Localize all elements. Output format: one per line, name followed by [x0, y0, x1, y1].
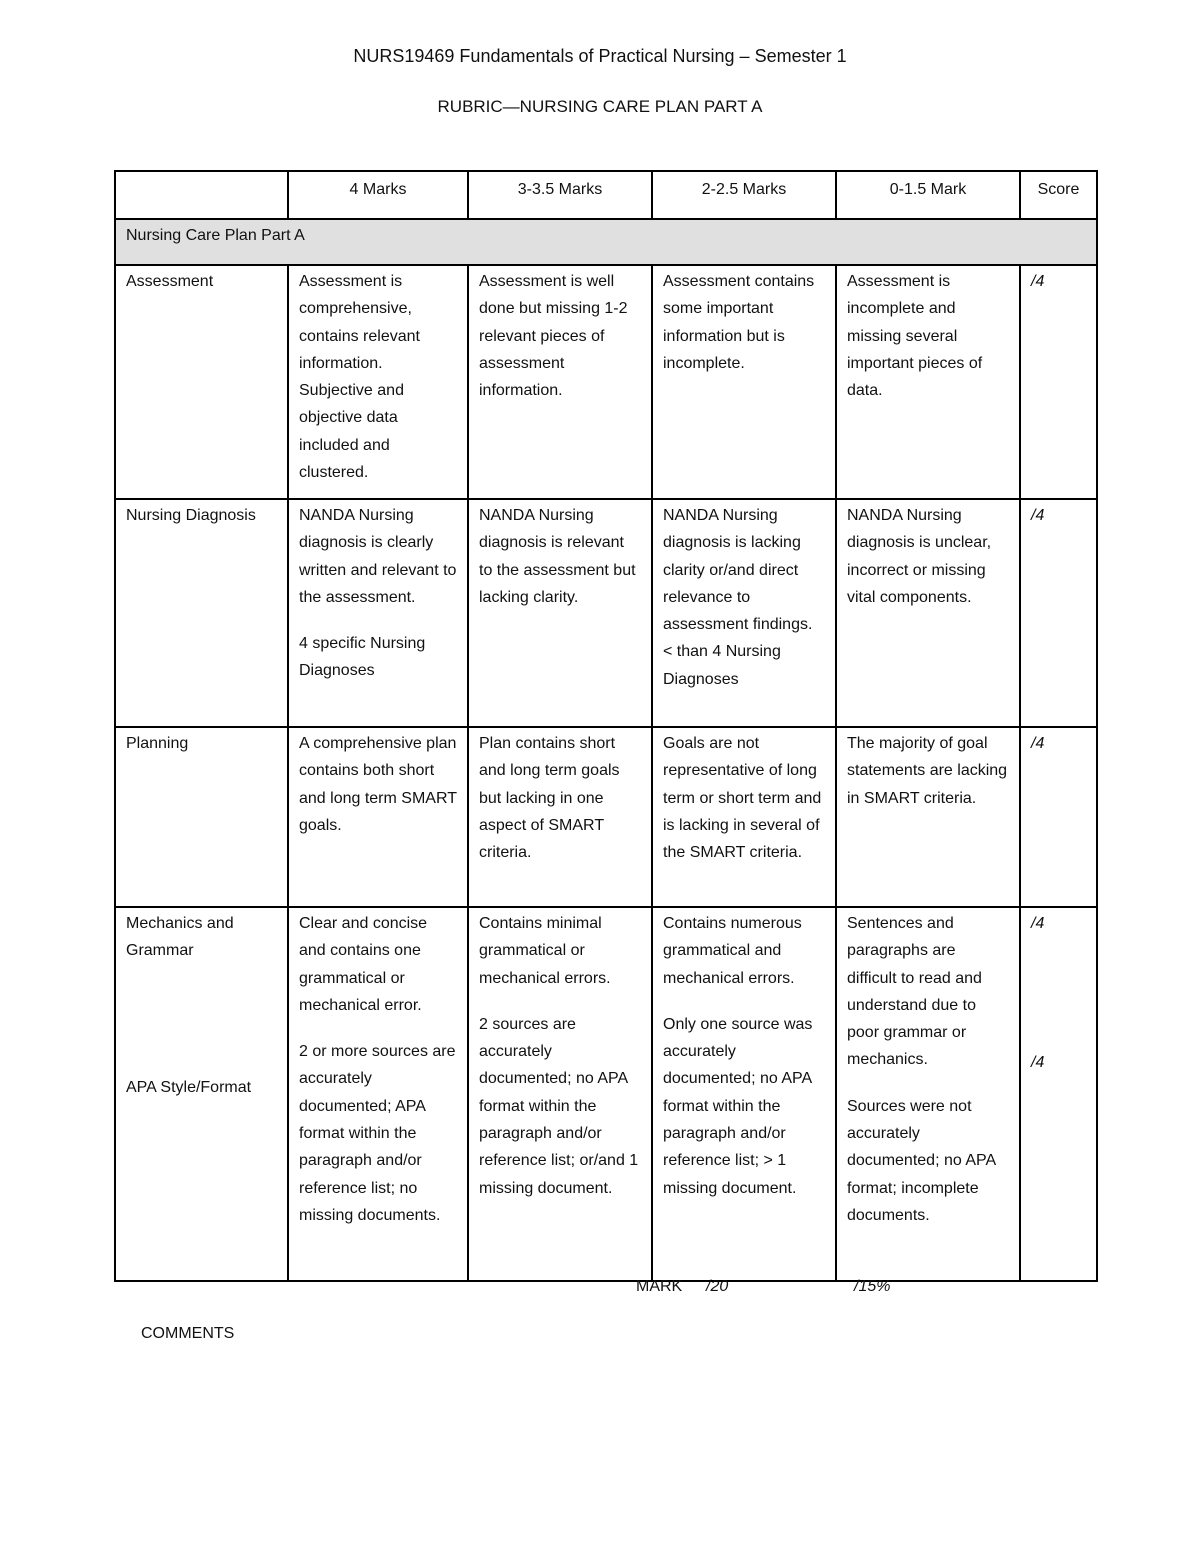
score-mark: /4 — [1031, 1054, 1045, 1072]
score-cell — [1020, 727, 1097, 907]
descriptor-cell — [288, 727, 468, 907]
score-mark: /4 — [1031, 735, 1045, 752]
descriptor-text: Assessment contains some important information but is incomplete. — [663, 273, 815, 372]
descriptor-text: 2 sources are accurately documented; no APA format within the paragraph and/or reference list; or/and 1 missing document. — [479, 1015, 639, 1197]
score-cell — [1020, 265, 1097, 499]
descriptor-text: NANDA Nursing diagnosis is unclear, incorrect or missing vital components. — [847, 507, 992, 606]
rubric-table — [114, 170, 1098, 1282]
descriptor-text: Assessment is well done but missing 1-2 relevant pieces of assessment information. — [479, 273, 628, 400]
descriptor-text: Goals are not representative of long term or short term and is lacking in several of the SMART criteria. — [663, 735, 822, 862]
descriptor-text: Clear and concise and contains one grammatical or mechanical error. — [299, 915, 428, 1014]
criterion-apa: APA Style/Format — [126, 1078, 252, 1096]
descriptor-text: Contains minimal grammatical or mechanical errors. — [479, 915, 611, 987]
mark-label: MARK — [636, 1278, 683, 1295]
section-row — [115, 219, 1097, 265]
table-row — [115, 907, 1097, 1281]
descriptor-text: Sentences and paragraphs are difficult to read and understand due to poor grammar or mechanics. — [847, 915, 982, 1069]
descriptor-text: NANDA Nursing diagnosis is clearly written and relevant to the assessment. — [299, 507, 457, 606]
score-mark: /4 — [1031, 273, 1045, 290]
descriptor-text: NANDA Nursing diagnosis is lacking clarity or/and direct relevance to assessment findings. < than 4 Nursing Diagnoses — [663, 507, 813, 688]
descriptor-text: Assessment is incomplete and missing several important pieces of data. — [847, 273, 983, 400]
header-row — [115, 171, 1097, 219]
score-cell — [1020, 499, 1097, 727]
descriptor-cell — [652, 499, 836, 727]
section-label: Nursing Care Plan Part A — [115, 219, 1097, 265]
descriptor-text: Assessment is comprehensive, contains relevant information. Subjective and objective data included and clustered. — [299, 273, 420, 482]
descriptor-cell — [652, 907, 836, 1281]
header-cell-3-marks: 3-3.5 Marks — [468, 171, 652, 219]
header-cell-blank — [115, 171, 288, 219]
descriptor-cell — [468, 265, 652, 499]
page-title: NURS19469 Fundamentals of Practical Nursing – Semester 1 — [353, 46, 847, 66]
descriptor-cell — [652, 727, 836, 907]
descriptor-cell — [652, 265, 836, 499]
descriptor-cell — [288, 265, 468, 499]
descriptor-text: The majority of goal statements are lacking in SMART criteria. — [847, 735, 1008, 807]
rubric-subtitle: RUBRIC—NURSING CARE PLAN PART A — [437, 97, 763, 116]
descriptor-text: 4 specific Nursing Diagnoses — [299, 635, 426, 680]
criterion-cell: Nursing Diagnosis — [115, 499, 288, 727]
header-cell-2-marks: 2-2.5 Marks — [652, 171, 836, 219]
criterion-cell: Assessment — [115, 265, 288, 499]
criterion-cell — [115, 907, 288, 1281]
descriptor-cell — [836, 499, 1020, 727]
score-cell — [1020, 907, 1097, 1281]
descriptor-text: 2 or more sources are accurately documented; APA format within the paragraph and/or reference list; no missing documents. — [299, 1043, 456, 1224]
table-row — [115, 499, 1097, 727]
criterion-cell: Planning — [115, 727, 288, 907]
descriptor-cell — [836, 907, 1020, 1281]
descriptor-cell — [288, 907, 468, 1281]
score-mark: /4 — [1031, 507, 1045, 524]
descriptor-text: NANDA Nursing diagnosis is relevant to the assessment but lacking clarity. — [479, 507, 636, 606]
header-cell-0-marks: 0-1.5 Mark — [836, 171, 1020, 219]
descriptor-text: A comprehensive plan contains both short and long term SMART goals. — [299, 735, 457, 834]
mark-total: /20 — [706, 1278, 729, 1295]
descriptor-cell — [468, 907, 652, 1281]
descriptor-text: Plan contains short and long term goals but lacking in one aspect of SMART criteria. — [479, 735, 620, 862]
descriptor-text: Contains numerous grammatical and mechanical errors. — [663, 915, 802, 987]
descriptor-cell — [288, 499, 468, 727]
score-mark: /4 — [1031, 915, 1045, 932]
descriptor-text: Sources were not accurately documented; no APA format; incomplete documents. — [847, 1097, 996, 1224]
percent-total: /15% — [854, 1278, 891, 1295]
criterion-mechanics: Mechanics and Grammar — [126, 915, 234, 960]
descriptor-text: Only one source was accurately documented; no APA format within the paragraph and/or reference list; > 1 missing document. — [663, 1015, 813, 1197]
descriptor-cell — [468, 727, 652, 907]
header-cell-4-marks: 4 Marks — [288, 171, 468, 219]
header-cell-score: Score — [1020, 171, 1097, 219]
descriptor-cell — [468, 499, 652, 727]
table-row — [115, 727, 1097, 907]
comments-label: COMMENTS — [141, 1325, 235, 1342]
descriptor-cell — [836, 265, 1020, 499]
descriptor-cell — [836, 727, 1020, 907]
table-row — [115, 265, 1097, 499]
